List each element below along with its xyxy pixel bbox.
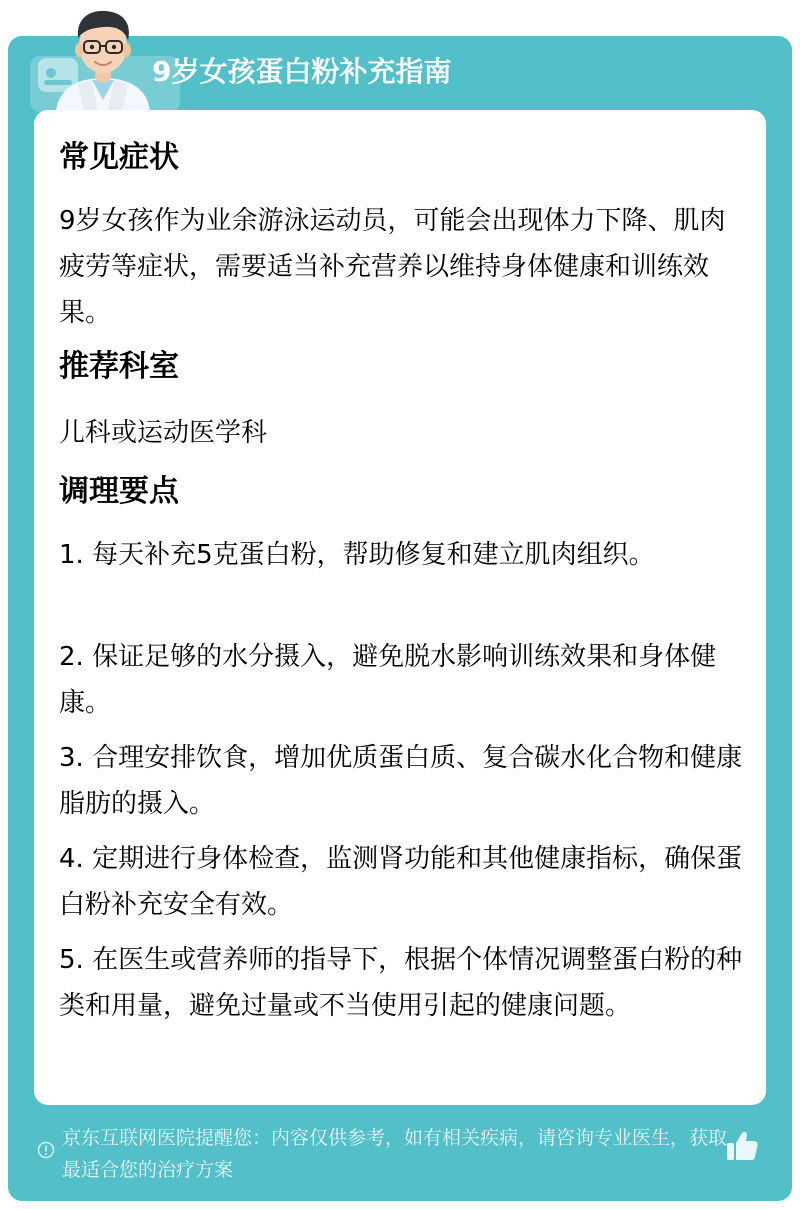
section-title-symptoms: 常见症状	[59, 140, 179, 175]
tip-item: 2. 保证足够的水分摄入，避免脱水影响训练效果和身体健康。	[59, 642, 717, 718]
thumbs-up-icon[interactable]	[724, 1128, 760, 1164]
tip-item: 5. 在医生或营养师的指导下，根据个体情况调整蛋白粉的种类和用量，避免过量或不当使用引起的健康问题。	[59, 945, 743, 1021]
tip-item: 1. 每天补充5克蛋白粉，帮助修复和建立肌肉组织。	[59, 540, 655, 570]
info-icon	[37, 1141, 55, 1159]
tip-item: 4. 定期进行身体检查，监测肾功能和其他健康指标，确保蛋白粉补充安全有效。	[59, 844, 743, 920]
section-title-department: 推荐科室	[59, 349, 179, 384]
doctor-avatar	[48, 4, 158, 112]
section-title-tips: 调理要点	[59, 474, 179, 509]
section-body-department: 儿科或运动医学科	[59, 418, 268, 448]
section-body-symptoms: 9岁女孩作为业余游泳运动员，可能会出现体力下降、肌肉疲劳等症状，需要适当补充营养以维持身体健康和训练效果。	[59, 206, 726, 328]
disclaimer-text: 京东互联网医院提醒您：内容仅供参考，如有相关疾病，请咨询专业医生，获取最适合您的治疗方案	[62, 1127, 728, 1181]
page-title: 9岁女孩蛋白粉补充指南	[152, 55, 452, 88]
tip-item: 3. 合理安排饮食，增加优质蛋白质、复合碳水化合物和健康脂肪的摄入。	[59, 743, 743, 819]
